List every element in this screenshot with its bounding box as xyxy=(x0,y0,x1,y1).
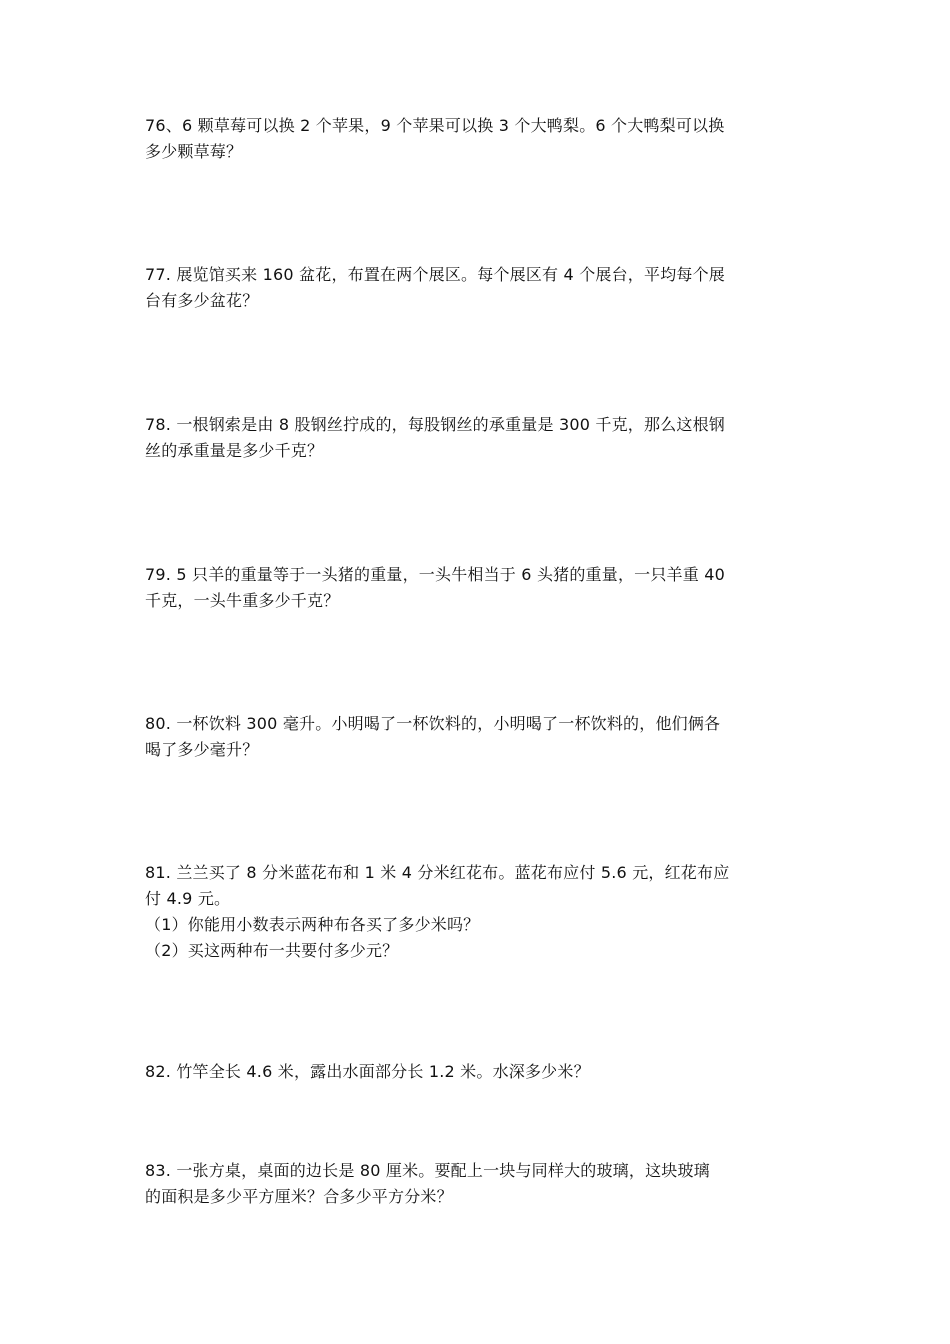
problem-81 xyxy=(145,860,810,964)
problem-80 xyxy=(145,711,810,763)
problem-77 xyxy=(145,262,810,314)
problem-82 xyxy=(145,1059,810,1085)
problem-78-line-2: 丝的承重量是多少千克？ xyxy=(145,441,324,460)
problem-81-subquestion-1: （1）你能用小数表示两种布各买了多少米吗？ xyxy=(145,915,480,934)
problem-80-line-1: 80. 一杯饮料 300 毫升。小明喝了一杯饮料的，小明喝了一杯饮料的，他们俩各 xyxy=(145,714,721,733)
problem-79 xyxy=(145,562,810,614)
problem-76-line-1: 76、6 颗草莓可以换 2 个苹果，9 个苹果可以换 3 个大鸭梨。6 个大鸭梨可以换 xyxy=(145,116,725,135)
problem-83-line-2: 的面积是多少平方厘米？合多少平方分米？ xyxy=(145,1187,453,1206)
problem-81-subquestion-2: （2）买这两种布一共要付多少元？ xyxy=(145,941,399,960)
problem-79-line-1: 79. 5 只羊的重量等于一头猪的重量，一头牛相当于 6 头猪的重量，一只羊重 40 xyxy=(145,565,725,584)
problem-78 xyxy=(145,412,810,464)
problem-76 xyxy=(145,113,810,165)
problem-82-line-1: 82. 竹竿全长 4.6 米，露出水面部分长 1.2 米。水深多少米？ xyxy=(145,1062,590,1081)
problem-76-line-2: 多少颗草莓？ xyxy=(145,142,243,161)
problem-77-line-1: 77. 展览馆买来 160 盆花，布置在两个展区。每个展区有 4 个展台，平均每个展 xyxy=(145,265,725,284)
problem-78-line-1: 78. 一根钢索是由 8 股钢丝拧成的，每股钢丝的承重量是 300 千克，那么这根钢 xyxy=(145,415,725,434)
problem-83 xyxy=(145,1158,810,1210)
problem-77-line-2: 台有多少盆花？ xyxy=(145,291,259,310)
problem-80-line-2: 喝了多少毫升？ xyxy=(145,740,259,759)
problem-79-line-2: 千克，一头牛重多少千克？ xyxy=(145,591,340,610)
problem-81-line-1: 81. 兰兰买了 8 分米蓝花布和 1 米 4 分米红花布。蓝花布应付 5.6 元，红花布应 xyxy=(145,863,730,882)
problem-81-line-2: 付 4.9 元。 xyxy=(145,889,231,908)
problem-83-line-1: 83. 一张方桌，桌面的边长是 80 厘米。要配上一块与同样大的玻璃，这块玻璃 xyxy=(145,1161,710,1180)
